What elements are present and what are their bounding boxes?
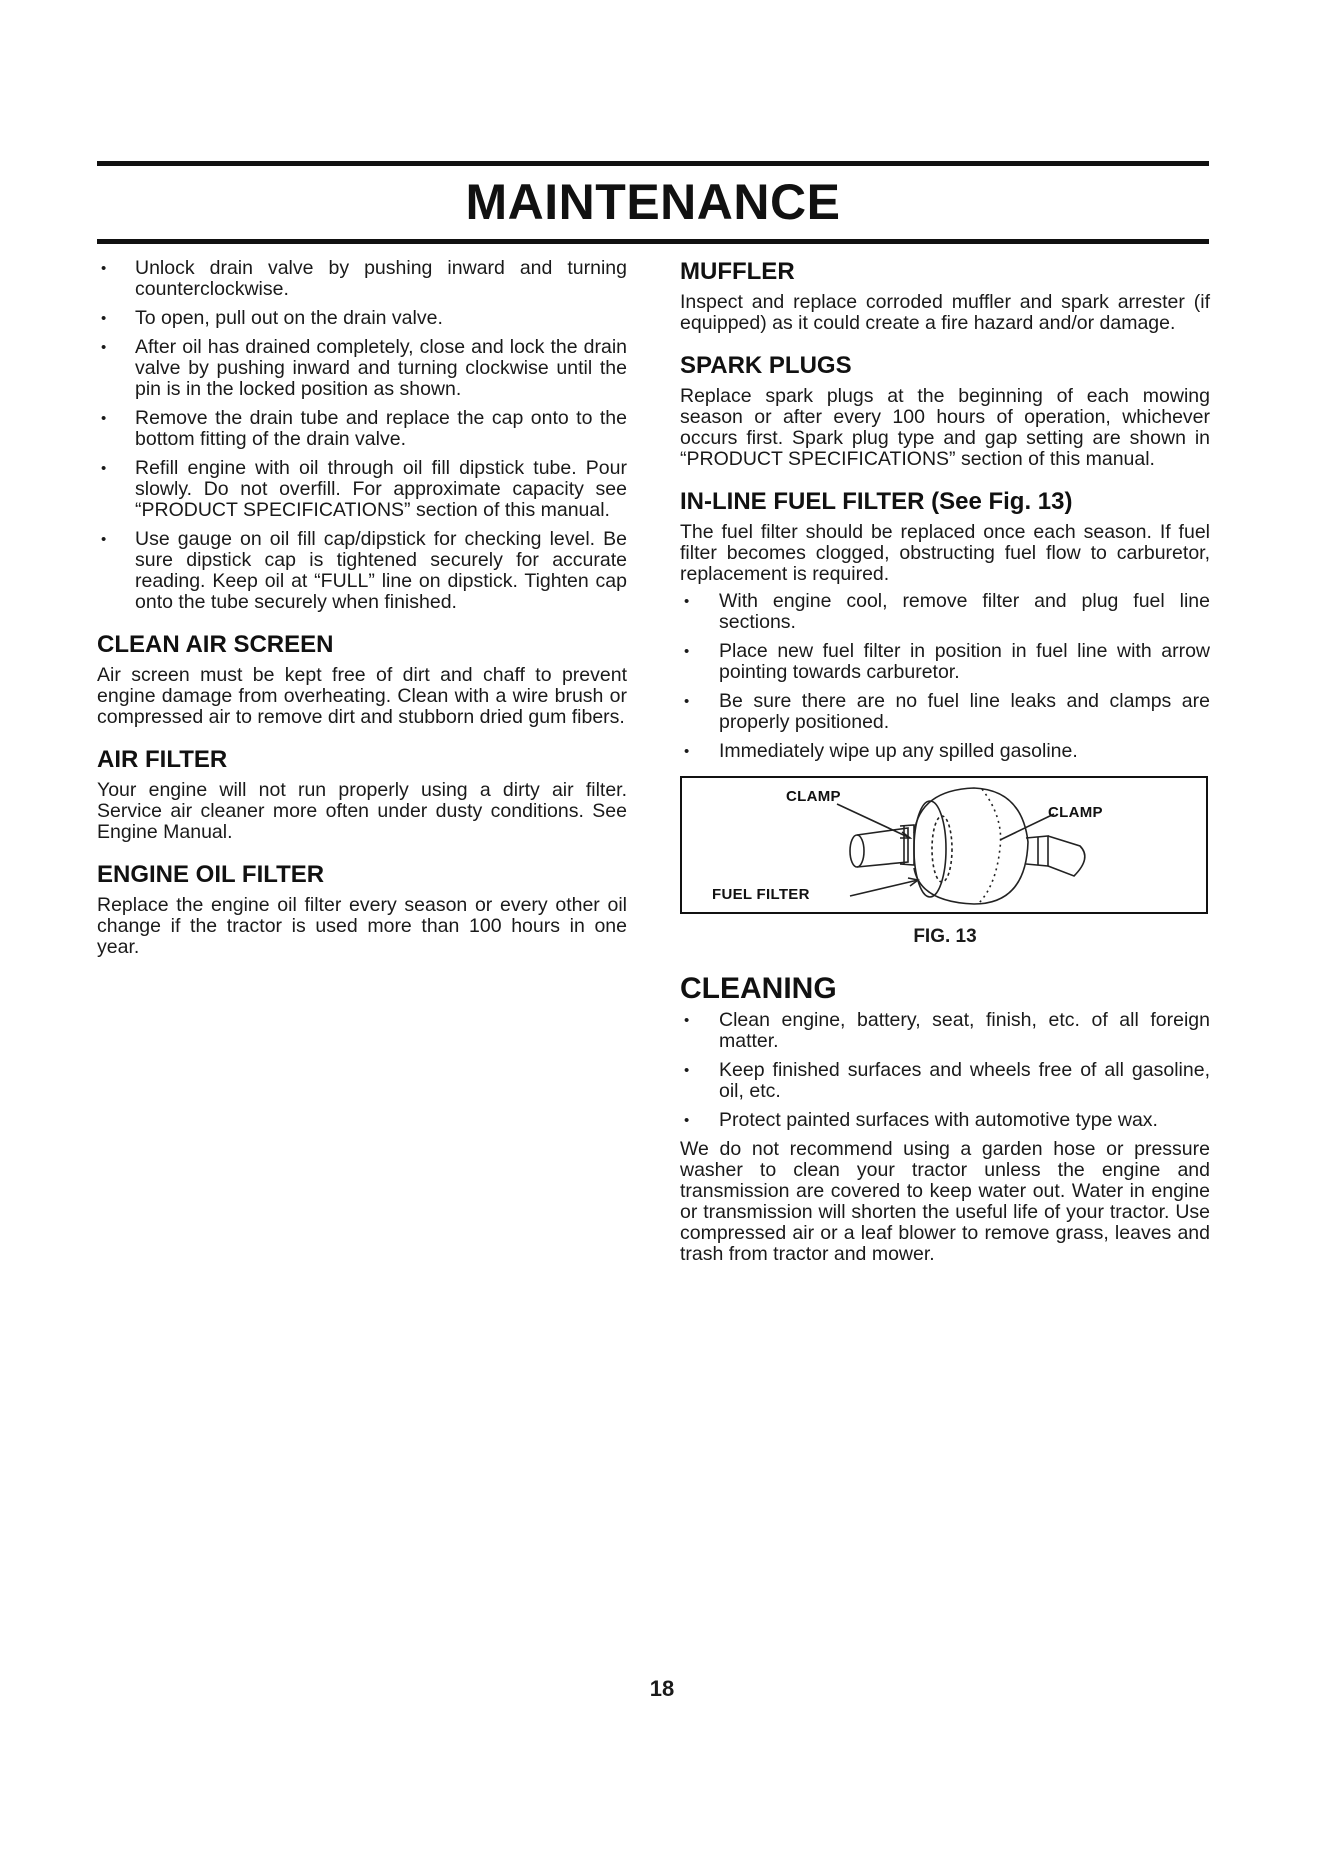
engine-oil-filter-heading: ENGINE OIL FILTER xyxy=(97,861,325,888)
list-item: • Be sure there are no fuel line leaks and clamps are properly positioned. xyxy=(680,691,1210,733)
muffler-text: Inspect and replace corroded muffler and spark arrester (if equipped) as it could create a fire hazard and/or damage. xyxy=(680,291,1210,334)
clean-air-screen-heading: CLEAN AIR SCREEN xyxy=(97,631,334,658)
clamp-right-label: CLAMP xyxy=(1048,804,1103,821)
list-item: • With engine cool, remove filter and plug fuel line sections. xyxy=(680,591,1210,633)
air-filter-text: Your engine will not run properly using a dirty air filter. Service air cleaner more often under dusty conditions. See Engine Manual. xyxy=(97,779,627,843)
fuel-filter-heading: IN-LINE FUEL FILTER (See Fig. 13) xyxy=(680,488,1073,515)
fuel-filter-text: The fuel filter should be replaced once each season. If fuel filter becomes clogged, obstructing fuel flow to carburetor, replacement is required. xyxy=(680,521,1210,585)
left-column xyxy=(97,258,627,964)
cleaning-steps xyxy=(680,1010,1210,1131)
list-item: • Protect painted surfaces with automotive type wax. xyxy=(680,1110,1210,1131)
engine-oil-filter-text: Replace the engine oil filter every season or every other oil change if the tractor is used more than 100 hours in one year. xyxy=(97,894,627,958)
drain-valve-steps xyxy=(97,258,627,613)
spark-plugs-heading: SPARK PLUGS xyxy=(680,352,852,379)
air-filter-heading: AIR FILTER xyxy=(97,746,228,773)
list-item: • Use gauge on oil fill cap/dipstick for checking level. Be sure dipstick cap is tightened securely for accurate reading. Keep oil at “FULL” line on dipstick. Tighten cap onto the tube securely when finished. xyxy=(97,529,627,613)
page-number: 18 xyxy=(649,1676,675,1701)
list-item: • To open, pull out on the drain valve. xyxy=(97,308,627,329)
fuel-filter-steps xyxy=(680,591,1210,762)
list-item: • Remove the drain tube and replace the cap onto to the bottom fitting of the drain valve. xyxy=(97,408,627,450)
list-item: • Place new fuel filter in position in fuel line with arrow pointing towards carburetor. xyxy=(680,641,1210,683)
clamp-left-label: CLAMP xyxy=(786,788,841,805)
list-item: • Immediately wipe up any spilled gasoline. xyxy=(680,741,1210,762)
clean-air-screen-text: Air screen must be kept free of dirt and chaff to prevent engine damage from overheating. Clean with a wire brush or compressed air to remove dirt and stubborn dried gum fibers. xyxy=(97,664,627,728)
fuel-filter-figure xyxy=(680,776,1208,914)
muffler-heading: MUFFLER xyxy=(680,258,795,285)
page-title: MAINTENANCE xyxy=(465,174,841,230)
bottom-rule xyxy=(97,239,1209,244)
fuel-filter-label: FUEL FILTER xyxy=(712,886,810,903)
list-item: • Refill engine with oil through oil fill dipstick tube. Pour slowly. Do not overfill. For approximate capacity see “PRODUCT SPECIFICATIONS” section of this manual. xyxy=(97,458,627,521)
list-item: • Unlock drain valve by pushing inward and turning counterclockwise. xyxy=(97,258,627,300)
spark-plugs-text: Replace spark plugs at the beginning of each mowing season or after every 100 hours of operation, whichever occurs first. Spark plug type and gap setting are shown in “PRODUCT SPECIFICATIONS” section of this manual. xyxy=(680,385,1210,470)
right-column xyxy=(680,258,1210,1271)
list-item: • Clean engine, battery, seat, finish, etc. of all foreign matter. xyxy=(680,1010,1210,1052)
list-item: • Keep finished surfaces and wheels free of all gasoline, oil, etc. xyxy=(680,1060,1210,1102)
cleaning-heading: CLEANING xyxy=(680,972,837,1005)
list-item: • After oil has drained completely, close and lock the drain valve by pushing inward and turning clockwise until the pin is in the locked position as shown. xyxy=(97,337,627,400)
cleaning-text: We do not recommend using a garden hose or pressure washer to clean your tractor unless the engine and transmission are covered to keep water out. Water in engine or transmission will shorten the useful life of your tractor. Use compressed air or a leaf blower to remove grass, leaves and trash from tractor and mower. xyxy=(680,1138,1210,1265)
figure-caption: FIG. 13 xyxy=(913,926,977,947)
